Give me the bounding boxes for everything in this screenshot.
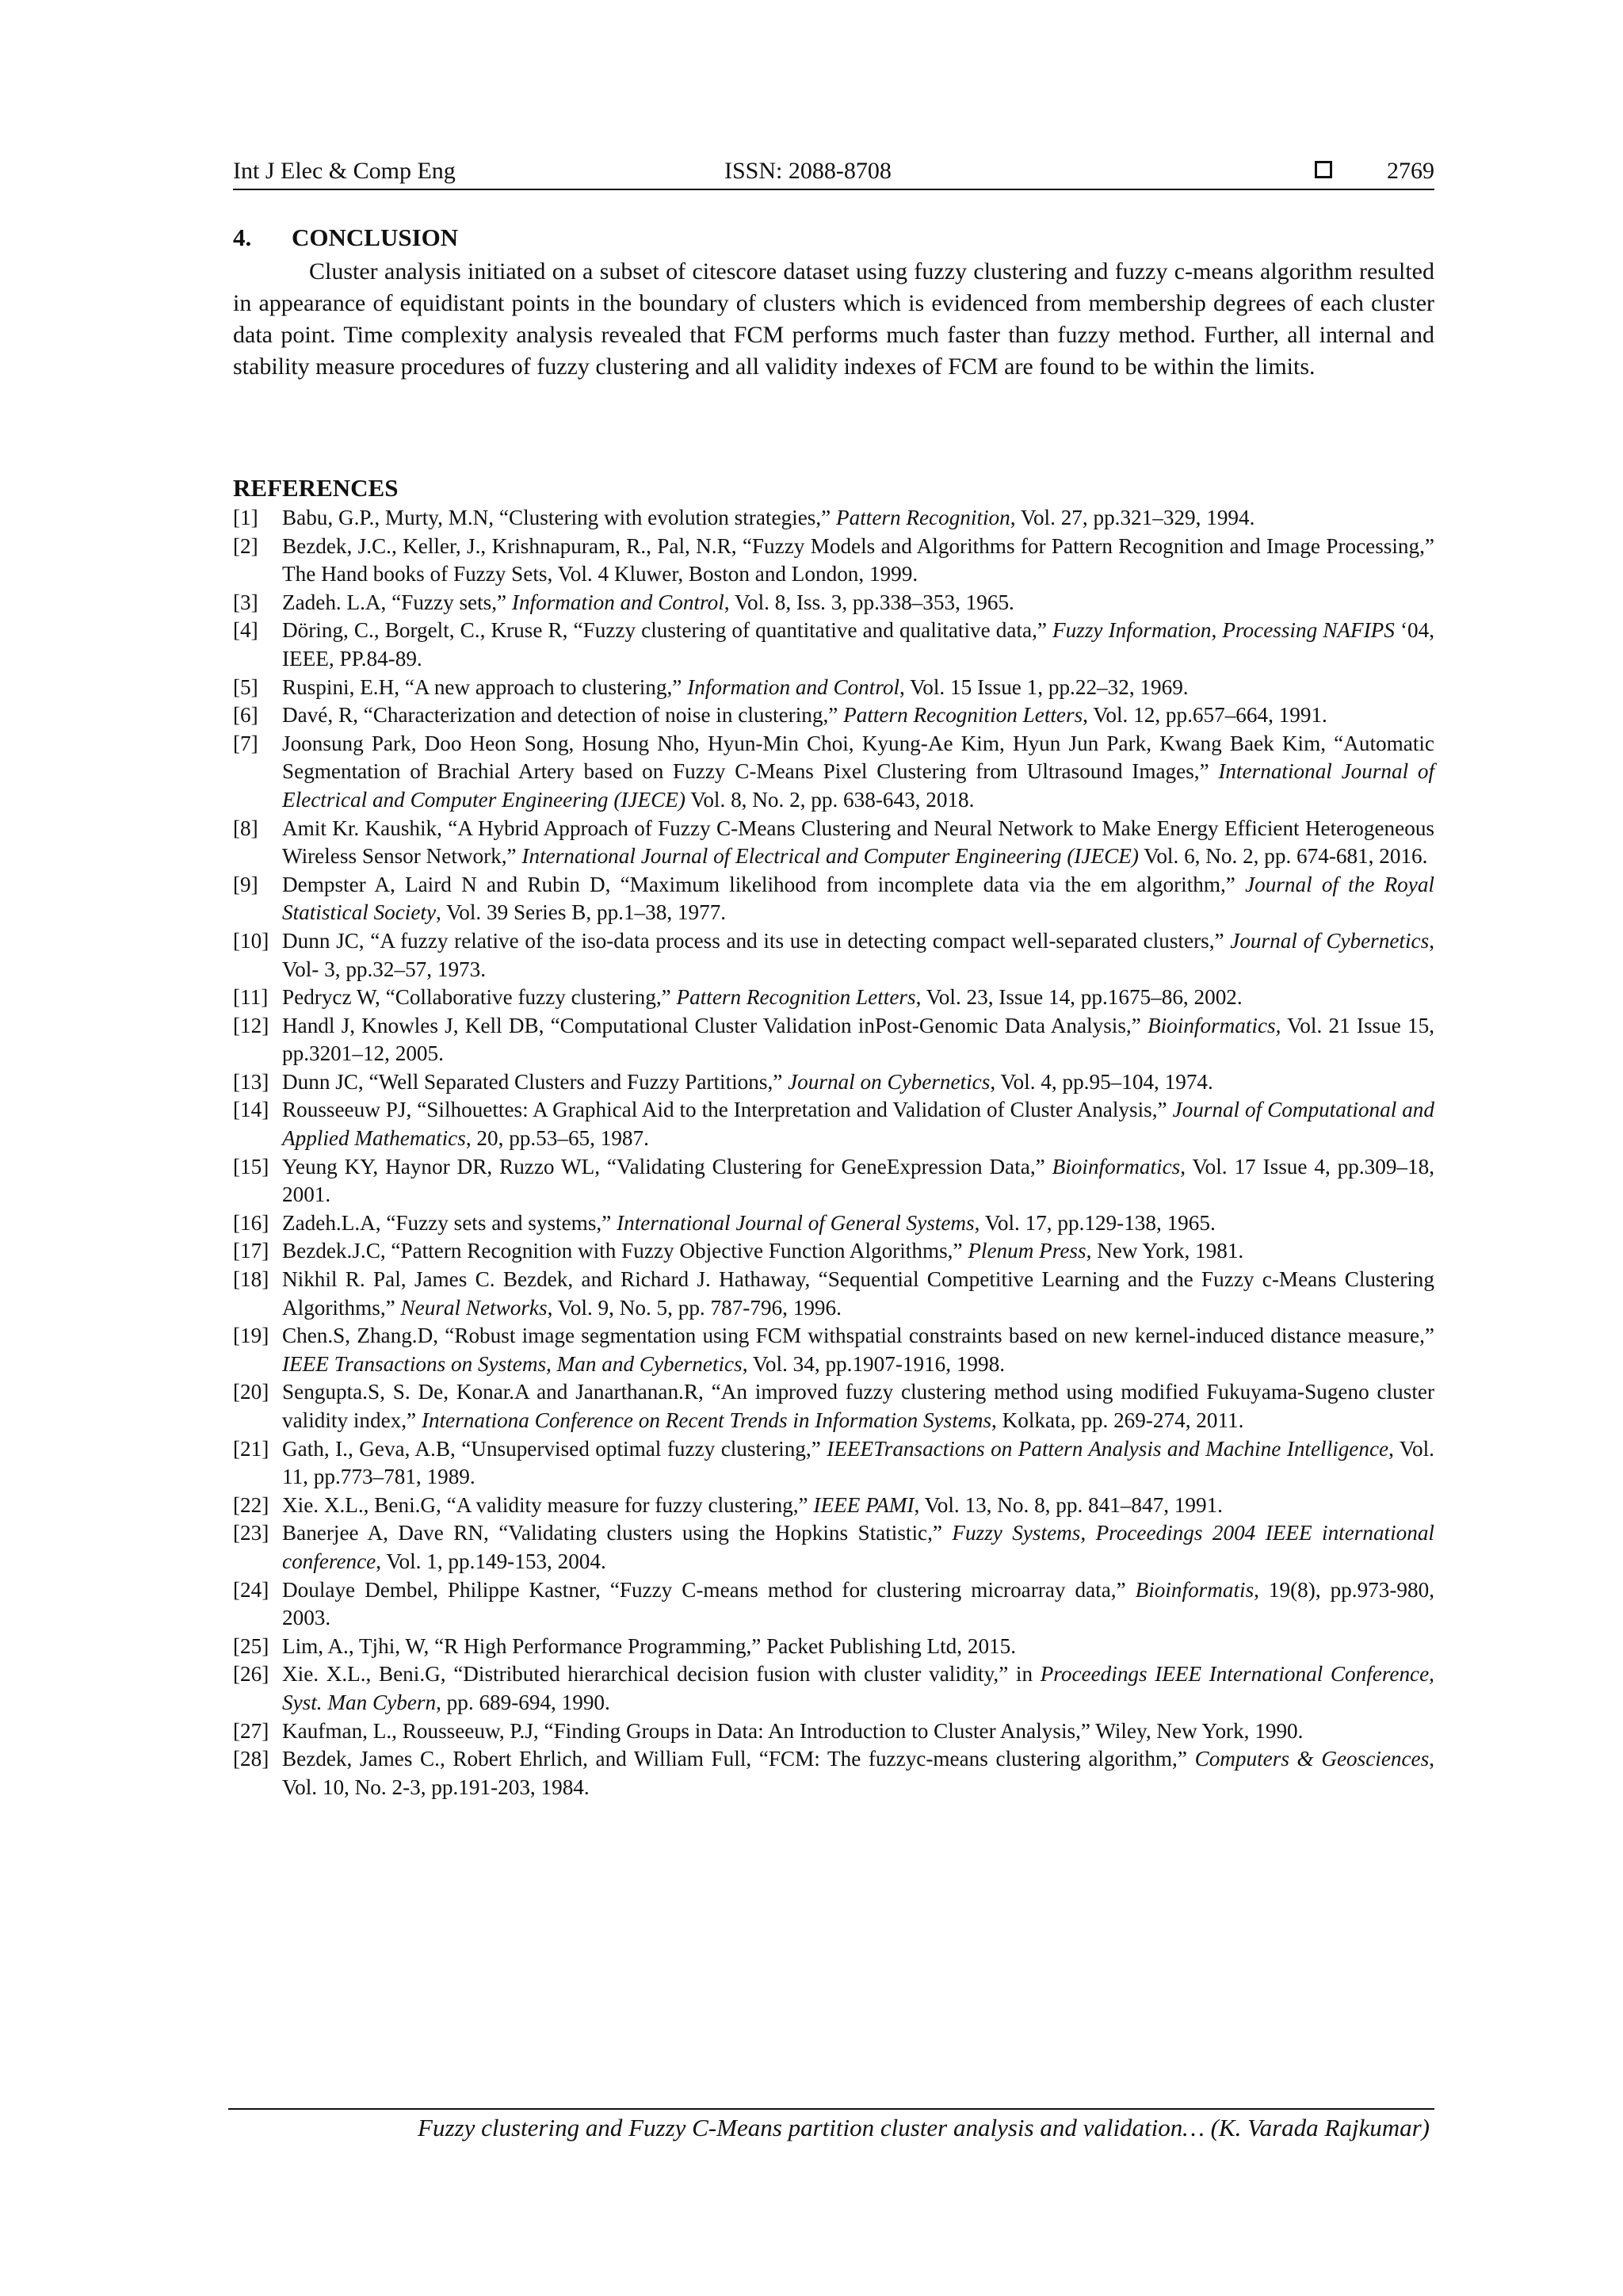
footer-divider xyxy=(228,2108,1434,2110)
reference-text: , pp. 689-694, 1990. xyxy=(436,1690,610,1714)
reference-number: [21] xyxy=(233,1436,269,1461)
reference-text: Joonsung Park, Doo Heon Song, Hosung Nho, Hyun-Min Choi, Kyung-Ae Kim, Hyun Jun Park, Kwang Baek Kim, “Automatic Segmentation of Brachial Artery based on Fuzzy C-Means Pixel Clustering from Ultrasound Images,” xyxy=(282,731,1434,784)
reference-number: [7] xyxy=(233,731,258,755)
reference-venue: Internationa Conference on Recent Trends in Information Systems xyxy=(421,1408,992,1432)
reference-item xyxy=(233,533,1434,589)
reference-number: [26] xyxy=(233,1662,269,1687)
reference-text: , Vol- 3, pp.32–57, 1973. xyxy=(282,928,1434,981)
reference-number: [27] xyxy=(233,1718,269,1743)
reference-text: Chen.S, Zhang.D, “Robust image segmentation using FCM withspatial constraints based on new kernel-induced distance measure,” xyxy=(282,1324,1434,1348)
reference-text: Dempster A, Laird N and Rubin D, “Maximum likelihood from incomplete data via the em algorithm,” xyxy=(282,872,1246,896)
reference-text: Dunn JC, “A fuzzy relative of the iso-data process and its use in detecting compact well-separated clusters,” xyxy=(282,928,1231,953)
reference-venue: International Journal of General Systems xyxy=(617,1210,975,1235)
reference-venue: Bioinformatics, xyxy=(1148,1013,1281,1037)
reference-venue: International Journal of Electrical and Computer Engineering (IJECE) xyxy=(282,759,1435,812)
reference-text: Bezdek, James C., Robert Ehrlich, and William Full, “FCM: The fuzzyc-means clustering algorithm,” xyxy=(282,1747,1195,1771)
reference-venue: Journal of the Royal Statistical Society xyxy=(282,872,1434,925)
reference-number: [11] xyxy=(233,985,269,1010)
reference-text: , Vol. 17 Issue 4, pp.309–18, 2001. xyxy=(282,1154,1434,1207)
reference-text: Amit Kr. Kaushik, “A Hybrid Approach of Fuzzy C-Means Clustering and Neural Network to Make Energy Efficient Heterogeneous Wireless Sensor Network,” xyxy=(282,816,1434,869)
reference-item xyxy=(233,815,1434,871)
reference-text: , Vol. 39 Series B, pp.1–38, 1977. xyxy=(436,900,727,925)
section-title: CONCLUSION xyxy=(292,223,459,251)
reference-text: Bezdek, J.C., Keller, J., Krishnapuram, R., Pal, N.R, “Fuzzy Models and Algorithms for Pattern Recognition and Image Processing,” The Hand books of Fuzzy Sets, Vol. 4 Kluwer, Boston and London, 1999. xyxy=(282,533,1434,586)
reference-text: , Vol. 17, pp.129-138, 1965. xyxy=(974,1210,1216,1235)
reference-number: [23] xyxy=(233,1521,269,1545)
issn-label: ISSN: 2088-8708 xyxy=(724,158,892,184)
reference-text: Nikhil R. Pal, James C. Bezdek, and Richard J. Hathaway, “Sequential Competitive Learning and the Fuzzy c-Means Clustering Algorithms,” xyxy=(282,1267,1434,1320)
reference-text: Xie. X.L., Beni.G, “A validity measure for fuzzy clustering,” xyxy=(282,1492,814,1517)
reference-text: , New York, 1981. xyxy=(1086,1239,1244,1263)
reference-number: [6] xyxy=(233,703,258,728)
reference-venue: Bioinformatis xyxy=(1135,1577,1254,1602)
header-divider xyxy=(233,189,1434,190)
reference-text: Zadeh.L.A, “Fuzzy sets and systems,” xyxy=(282,1210,617,1235)
reference-number: [4] xyxy=(233,618,258,643)
reference-text: , Vol. 8, Iss. 3, pp.338–353, 1965. xyxy=(724,590,1014,614)
reference-number: [3] xyxy=(233,590,258,614)
reference-item xyxy=(233,927,1434,984)
reference-number: [28] xyxy=(233,1747,269,1771)
reference-item xyxy=(233,1519,1434,1576)
reference-text: Banerjee A, Dave RN, “Validating clusters using the Hopkins Statistic,” xyxy=(282,1521,953,1545)
reference-text: , Vol. 23, Issue 14, pp.1675–86, 2002. xyxy=(915,985,1243,1010)
reference-item xyxy=(233,1745,1434,1801)
reference-number: [8] xyxy=(233,816,258,840)
reference-text: Gath, I., Geva, A.B, “Unsupervised optimal fuzzy clustering,” xyxy=(282,1436,827,1461)
reference-text: , Vol. 9, No. 5, pp. 787-796, 1996. xyxy=(547,1295,842,1320)
reference-text: , 20, pp.53–65, 1987. xyxy=(465,1126,649,1151)
reference-text: Doulaye Dembel, Philippe Kastner, “Fuzzy C-means method for clustering microarray data,” xyxy=(282,1577,1136,1602)
reference-text: Pedrycz W, “Collaborative fuzzy clustering,” xyxy=(282,985,677,1010)
reference-item xyxy=(233,1717,1434,1746)
reference-venue: Information and Control xyxy=(687,674,900,699)
reference-item xyxy=(233,1153,1434,1209)
checkbox-square-icon xyxy=(1315,161,1332,178)
reference-venue: Pattern Recognition xyxy=(836,506,1010,529)
reference-item xyxy=(233,504,1434,533)
reference-item xyxy=(233,1068,1434,1097)
reference-number: [13] xyxy=(233,1069,269,1094)
reference-text: , Vol. 4, pp.95–104, 1974. xyxy=(990,1069,1213,1094)
reference-text: Vol. 21 Issue 15, pp.3201–12, 2005. xyxy=(282,1013,1434,1066)
reference-number: [14] xyxy=(233,1098,269,1122)
reference-number: [5] xyxy=(233,674,258,699)
reference-venue: Journal of Computational and Applied Mathematics xyxy=(282,1098,1434,1151)
reference-number: [2] xyxy=(233,533,258,558)
journal-name: Int J Elec & Comp Eng xyxy=(233,158,456,184)
reference-item xyxy=(233,1576,1434,1633)
reference-venue: Fuzzy Information, Processing NAFIPS xyxy=(1052,618,1395,643)
reference-number: [12] xyxy=(233,1013,269,1037)
running-footer: Fuzzy clustering and Fuzzy C-Means partition cluster analysis and validation… (K. Varada Rajkumar) xyxy=(418,2114,1430,2141)
reference-text: Vol. 6, No. 2, pp. 674-681, 2016. xyxy=(1138,844,1428,869)
reference-text: , Vol. 1, pp.149-153, 2004. xyxy=(376,1549,606,1573)
reference-text: , Vol. 15 Issue 1, pp.22–32, 1969. xyxy=(899,674,1189,699)
reference-text: Sengupta.S, S. De, Konar.A and Janarthanan.R, “An improved fuzzy clustering method using modified Fukuyama-Sugeno cluster validity index,” xyxy=(282,1380,1434,1432)
reference-text: Rousseeuw PJ, “Silhouettes: A Graphical Aid to the Interpretation and Validation of Cluster Analysis,” xyxy=(282,1098,1173,1122)
reference-item xyxy=(233,674,1434,702)
reference-text: , Vol. 13, No. 8, pp. 841–847, 1991. xyxy=(914,1492,1223,1517)
reference-venue: Fuzzy Systems, Proceedings 2004 IEEE international conference xyxy=(282,1521,1434,1573)
reference-item xyxy=(233,1266,1434,1322)
reference-item xyxy=(233,1096,1434,1152)
reference-number: [16] xyxy=(233,1210,269,1235)
reference-number: [19] xyxy=(233,1324,269,1348)
reference-text: Dunn JC, “Well Separated Clusters and Fuzzy Partitions,” xyxy=(282,1069,789,1094)
reference-text: Xie. X.L., Beni.G, “Distributed hierarchical decision fusion with cluster validity,” in xyxy=(282,1662,1041,1687)
reference-venue: Neural Networks xyxy=(400,1295,548,1320)
reference-item xyxy=(233,617,1434,673)
reference-text: , Vol. 34, pp.1907-1916, 1998. xyxy=(742,1351,1006,1376)
reference-item xyxy=(233,1633,1434,1661)
reference-text: , Vol. 11, pp.773–781, 1989. xyxy=(282,1436,1434,1489)
reference-venue: IEEETransactions on Pattern Analysis and Machine Intelligence xyxy=(827,1436,1389,1461)
reference-item xyxy=(233,1237,1434,1266)
reference-venue: Proceedings IEEE International Conference, Syst. Man Cybern xyxy=(282,1662,1434,1714)
reference-venue: Pattern Recognition Letters xyxy=(676,985,916,1010)
reference-text: , 19(8), pp.973-980, 2003. xyxy=(282,1577,1434,1630)
reference-item xyxy=(233,1660,1434,1717)
reference-item xyxy=(233,701,1434,730)
reference-number: [1] xyxy=(233,506,258,529)
conclusion-paragraph: Cluster analysis initiated on a subset of citescore dataset using fuzzy clustering and fuzzy c-means algorithm resulted in appearance of equidistant points in the boundary of clusters which is evidenced from membership degrees of each cluster data point. Time complexity analysis revealed that FCM performs much faster than fuzzy method. Further, all internal and stability measure procedures of fuzzy clustering and all validity indexes of FCM are found to be within the limits. xyxy=(233,258,1434,380)
reference-text: Yeung KY, Haynor DR, Ruzzo WL, “Validating Clustering for GeneExpression Data,” xyxy=(282,1154,1052,1179)
reference-item xyxy=(233,1492,1434,1520)
reference-text: Döring, C., Borgelt, C., Kruse R, “Fuzzy clustering of quantitative and qualitative data,” xyxy=(282,618,1053,643)
reference-number: [24] xyxy=(233,1577,269,1602)
reference-text: , Vol. 27, pp.321–329, 1994. xyxy=(1010,506,1255,529)
reference-venue: Information and Control xyxy=(511,590,724,614)
section-number: 4. xyxy=(233,223,252,251)
reference-text: , Vol. 12, pp.657–664, 1991. xyxy=(1083,703,1327,728)
reference-number: [25] xyxy=(233,1633,269,1658)
reference-number: [17] xyxy=(233,1239,269,1263)
reference-venue: Journal of Cybernetics xyxy=(1230,928,1430,953)
reference-text: Handl J, Knowles J, Kell DB, “Computational Cluster Validation inPost-Genomic Data Analysis,” xyxy=(282,1013,1148,1037)
reference-venue: Plenum Press xyxy=(968,1239,1086,1263)
reference-venue: Pattern Recognition Letters xyxy=(843,703,1083,728)
reference-text: Kaufman, L., Rousseeuw, P.J, “Finding Groups in Data: An Introduction to Cluster Analysis,” Wiley, New York, 1990. xyxy=(282,1718,1304,1743)
reference-venue: IEEE PAMI xyxy=(813,1492,915,1517)
reference-text: Lim, A., Tjhi, W, “R High Performance Programming,” Packet Publishing Ltd, 2015. xyxy=(282,1633,1017,1658)
reference-item xyxy=(233,1435,1434,1492)
reference-text: Vol. 8, No. 2, pp. 638-643, 2018. xyxy=(685,787,975,812)
reference-number: [20] xyxy=(233,1380,269,1404)
reference-text: Bezdek.J.C, “Pattern Recognition with Fuzzy Objective Function Algorithms,” xyxy=(282,1239,968,1263)
references-heading: REFERENCES xyxy=(233,474,399,502)
reference-venue: International Journal of Electrical and Computer Engineering (IJECE) xyxy=(521,844,1139,869)
reference-number: [18] xyxy=(233,1267,269,1292)
reference-text: Davé, R, “Characterization and detection of noise in clustering,” xyxy=(282,703,844,728)
reference-item xyxy=(233,1378,1434,1435)
reference-item xyxy=(233,984,1434,1012)
page-header xyxy=(233,153,1434,188)
reference-venue: Computers & Geosciences xyxy=(1194,1747,1430,1771)
reference-list xyxy=(233,504,1434,1801)
reference-item xyxy=(233,730,1434,815)
reference-venue: Bioinformatics xyxy=(1052,1154,1181,1179)
reference-text: Babu, G.P., Murty, M.N, “Clustering with evolution strategies,” xyxy=(282,506,837,529)
reference-number: [15] xyxy=(233,1154,269,1179)
reference-text: ‘04, IEEE, PP.84-89. xyxy=(282,618,1434,670)
reference-text: , Vol. 10, No. 2-3, pp.191-203, 1984. xyxy=(282,1747,1434,1799)
reference-text: Zadeh. L.A, “Fuzzy sets,” xyxy=(282,590,512,614)
reference-item xyxy=(233,871,1434,927)
reference-item xyxy=(233,1209,1434,1238)
reference-venue: Journal on Cybernetics xyxy=(788,1069,991,1094)
section-heading xyxy=(233,223,458,252)
reference-number: [9] xyxy=(233,872,258,896)
reference-venue: IEEE Transactions on Systems, Man and Cybernetics xyxy=(282,1351,743,1376)
reference-number: [10] xyxy=(233,928,269,953)
reference-item xyxy=(233,1322,1434,1378)
reference-item xyxy=(233,1012,1434,1068)
reference-text: Ruspini, E.H, “A new approach to clustering,” xyxy=(282,674,688,699)
reference-number: [22] xyxy=(233,1492,269,1517)
reference-item xyxy=(233,589,1434,617)
reference-text: , Kolkata, pp. 269-274, 2011. xyxy=(991,1408,1244,1432)
page-number: 2769 xyxy=(1387,158,1434,184)
